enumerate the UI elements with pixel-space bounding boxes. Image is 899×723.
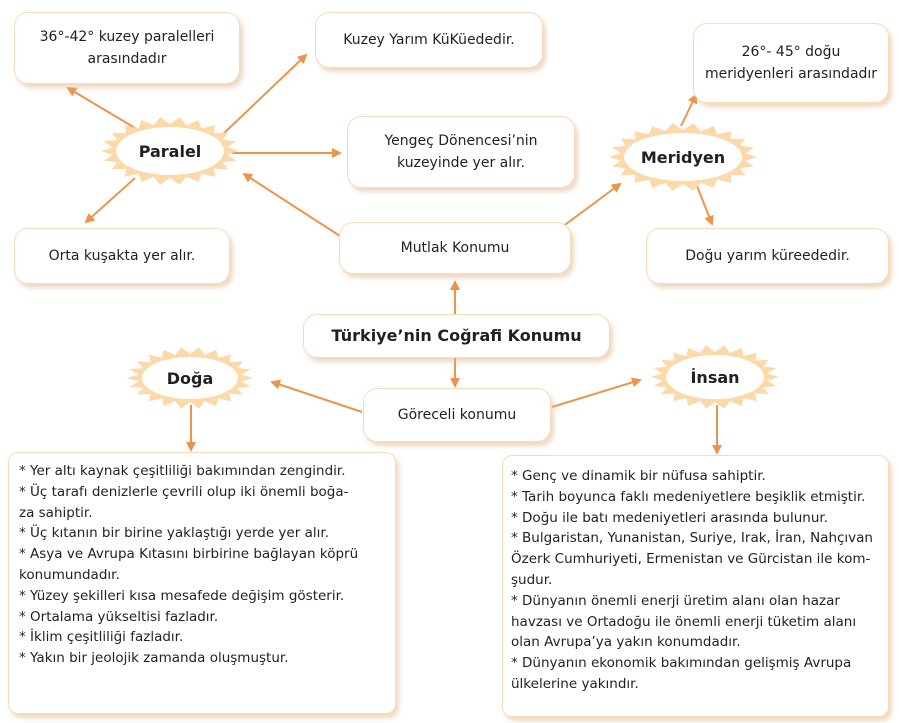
doga-label: Doğa — [166, 368, 214, 388]
longitude-line1: 26°- 45° doğu — [741, 44, 841, 60]
paralel-burst — [100, 116, 240, 186]
cancer-box — [347, 116, 575, 188]
zone-text: Orta kuşakta yer alır. — [48, 248, 196, 264]
insan-line: * Tarih boyunca faklı medeniyetlere beşiklik etmiştir. — [511, 488, 866, 505]
center-title: Türkiye’nin Coğrafi Konumu — [331, 326, 582, 345]
arrow-relative-insan — [552, 380, 640, 407]
insan-line: olan Avrupa’ya yakın konumdadır. — [511, 634, 741, 651]
insan-label: İnsan — [690, 367, 740, 387]
doga-burst — [126, 346, 254, 410]
doga-line: * Yer altı kaynak çeşitliliği bakımından zengindir. — [19, 463, 346, 479]
cancer-line1: Yengeç Dönencesi’nin — [384, 133, 538, 149]
insan-line: şudur. — [511, 571, 553, 588]
absolute-location-box — [339, 222, 571, 274]
arrow-relative-doga — [272, 382, 362, 412]
cancer-line2: kuzeyinde yer alır. — [397, 155, 525, 171]
arrow-absolute-paralel — [244, 174, 340, 236]
paralel-label: Paralel — [138, 141, 202, 161]
insan-line: * Genç ve dinamik bir nüfusa sahiptir. — [511, 468, 766, 484]
hemisphere-box — [315, 12, 543, 68]
hemisphere-text: Kuzey Yarım KüKüededir. — [343, 32, 515, 48]
insan-burst — [650, 344, 780, 410]
latitude-line2: arasındadır — [87, 51, 167, 67]
insan-panel — [502, 455, 889, 717]
insan-lines — [511, 466, 888, 695]
insan-line: havzası ve Ortadoğu ile önemli enerji tüketim alanı — [511, 613, 857, 630]
doga-line: * İklim çeşitliliği fazladır. — [19, 629, 184, 646]
insan-line: Özerk Cumhuriyeti, Ermenistan ve Gürcistan ile kom- — [511, 551, 871, 568]
insan-line: * Bulgaristan, Yunanistan, Suriye, Irak, İran, Nahçıvan — [511, 530, 873, 547]
doga-line: * Üç tarafı denizlerle çevrili olup iki önemli boğa- — [19, 483, 349, 500]
doga-line: * Asya ve Avrupa Kıtasını birbirine bağlayan köprü — [19, 546, 359, 563]
doga-line: * Yakın bir jeolojik zamanda oluşmuştur. — [19, 650, 289, 667]
east-text: Doğu yarım küreededir. — [685, 248, 850, 264]
latitude-box — [14, 12, 240, 84]
meridyen-burst — [608, 122, 758, 192]
doga-line: * Üç kıtanın bir birine yaklaştığı yerde yer alır. — [19, 525, 329, 542]
latitude-line1: 36°-42° kuzey paralelleri — [39, 29, 215, 45]
doga-line: * Ortalama yükseltisi fazladır. — [19, 608, 219, 625]
meridyen-label: Meridyen — [640, 147, 726, 167]
insan-line: * Dünyanın ekonomik bakımından gelişmiş Avrupa — [511, 655, 852, 672]
doga-line: za sahiptir. — [19, 504, 93, 521]
relative-location-label: Göreceli konumu — [397, 407, 517, 423]
insan-line: * Doğu ile batı medeniyetleri arasında bulunur. — [511, 509, 828, 526]
doga-lines — [19, 461, 395, 669]
insan-line: * Dünyanın önemli enerji üretim alanı olan hazar — [511, 592, 840, 609]
longitude-line2: meridyenleri arasındadır — [704, 66, 878, 82]
doga-panel — [8, 452, 396, 714]
relative-location-box — [363, 388, 551, 442]
doga-line: * Yüzey şekilleri kısa mesafede değişim gösterir. — [19, 587, 345, 604]
insan-line: ülkelerine yakındır. — [511, 675, 639, 692]
east-box — [646, 228, 889, 284]
doga-line: konumundadır. — [19, 566, 120, 583]
longitude-box — [693, 23, 889, 103]
zone-box — [14, 228, 230, 284]
absolute-location-label: Mutlak Konumu — [400, 240, 510, 256]
center-title-box — [303, 314, 610, 358]
